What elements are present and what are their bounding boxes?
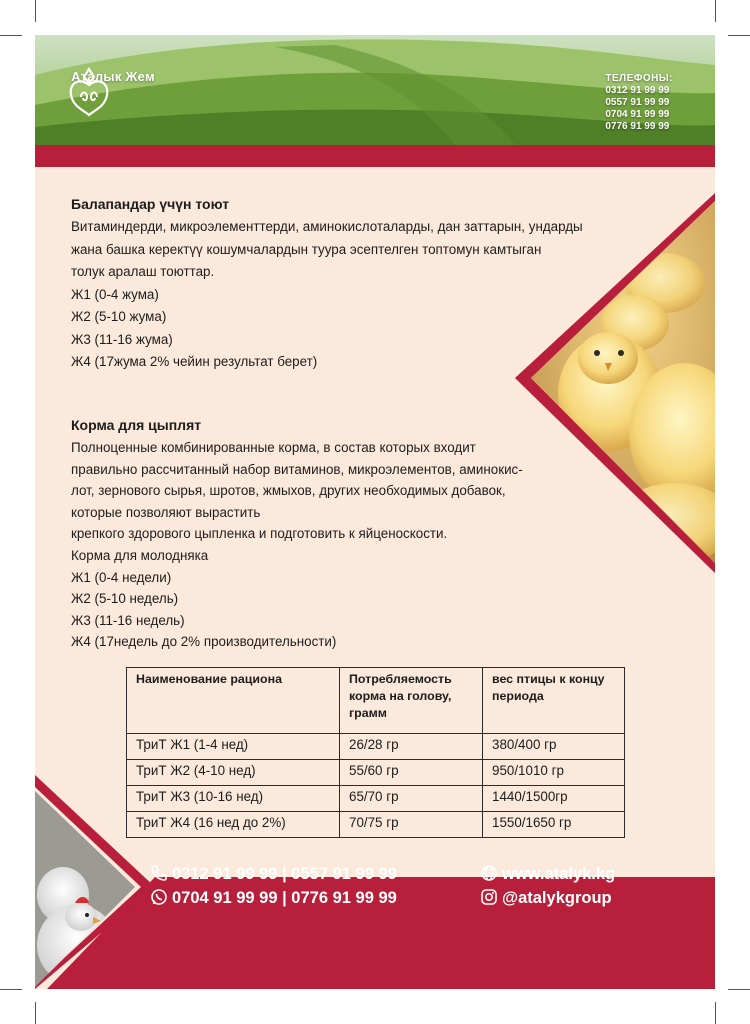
footer-phone-line[interactable] xyxy=(150,862,397,886)
table-cell: ТриТ Ж3 (10-16 нед) xyxy=(127,786,340,812)
header-red-band xyxy=(35,145,715,167)
section-title: Балапандар үчүн тоют xyxy=(71,196,230,212)
table-row xyxy=(127,812,625,838)
instagram-text[interactable]: @atalykgroup xyxy=(502,889,612,907)
brand-name: Аталык Жем xyxy=(71,69,155,84)
ration-table xyxy=(126,667,625,838)
website-link[interactable] xyxy=(480,862,615,886)
crop-mark xyxy=(0,989,22,990)
table-cell: ТриТ Ж2 (4-10 нед) xyxy=(127,760,340,786)
text-line: крепкого здорового цыпленка и подготовить к яйценоскости. xyxy=(71,526,448,542)
text-line: жана башка керектүү кошумчалардын туура эсептелген топтомун камтыган xyxy=(71,241,542,257)
table-cell: ТриТ Ж1 (1-4 нед) xyxy=(127,734,340,760)
header-field-image xyxy=(35,35,715,145)
website-text[interactable]: www.atalyk.kg xyxy=(502,865,616,883)
text-line: толук аралаш тоюттар. xyxy=(71,264,215,279)
table-cell: 950/1010 гр xyxy=(483,760,625,786)
table-cell: 65/70 гр xyxy=(340,786,483,812)
whatsapp-icon xyxy=(150,888,168,906)
table-row xyxy=(127,786,625,812)
text-line: Ж2 (5-10 жума) xyxy=(71,309,167,324)
phone-icon xyxy=(150,864,168,882)
text-line: которые позволяют вырастить xyxy=(71,504,261,520)
crop-mark xyxy=(35,0,36,22)
table-row xyxy=(127,760,625,786)
text-line: Корма для молодняка xyxy=(71,547,209,563)
table-row xyxy=(127,734,625,760)
table-cell: 26/28 гр xyxy=(340,734,483,760)
column-header: Наименование рациона xyxy=(127,668,340,734)
text-line: Ж1 (0-4 недели) xyxy=(71,569,172,585)
footer-phone-line[interactable] xyxy=(150,886,397,910)
text-line: Ж2 (5-10 недель) xyxy=(71,591,179,607)
crop-mark xyxy=(0,35,22,36)
text-line: Ж4 (17жума 2% чейин результат берет) xyxy=(71,354,318,369)
section-title: Корма для цыплят xyxy=(71,417,202,433)
text-line: правильно рассчитанный набор витаминов, микроэлементов, аминокис- xyxy=(71,461,523,477)
header-phone[interactable]: 0557 91 99 99 xyxy=(605,97,670,108)
table-cell: 70/75 гр xyxy=(340,812,483,838)
footer-online xyxy=(480,862,615,910)
hens-photo xyxy=(35,775,155,989)
footer-phones-2[interactable]: 0704 91 99 99 | 0776 91 99 99 xyxy=(172,889,397,907)
text-line: Полноценные комбинированные корма, в состав которых входит xyxy=(71,440,476,455)
text-line: Ж3 (11-16 жума) xyxy=(71,331,173,347)
table-cell: ТриТ Ж4 (16 нед до 2%) xyxy=(127,812,340,838)
header-phone[interactable]: 0704 91 99 99 xyxy=(605,109,670,120)
crop-mark xyxy=(728,35,750,36)
crop-mark xyxy=(35,1002,36,1024)
text-line: Витаминдерди, микроэлементтерди, аминокислоталарды, дан заттарын, ундарды xyxy=(71,219,583,234)
section-russian xyxy=(71,414,631,653)
text-line: Ж1 (0-4 жума) xyxy=(71,286,159,302)
header-phones-label: ТЕЛЕФОНЫ: xyxy=(605,73,673,84)
crop-mark xyxy=(728,989,750,990)
header-phone[interactable]: 0776 91 99 99 xyxy=(605,121,670,132)
column-header: Потребляемость корма на голову, грамм xyxy=(340,668,483,734)
crop-mark xyxy=(715,0,716,22)
logo-emblem-icon xyxy=(63,67,115,117)
flyer-page xyxy=(35,35,715,989)
table-cell: 55/60 гр xyxy=(340,760,483,786)
instagram-icon xyxy=(480,888,498,906)
footer-phones xyxy=(150,862,397,910)
table-header-row xyxy=(127,668,625,734)
brand-logo[interactable] xyxy=(63,67,163,84)
header-phone[interactable]: 0312 91 99 99 xyxy=(605,85,670,96)
header-phones xyxy=(605,73,673,133)
table-cell: 1550/1650 гр xyxy=(483,812,625,838)
table-cell: 1440/1500гр xyxy=(483,786,625,812)
text-line: лот, зернового сырья, шротов, жмыхов, других необходимых добавок, xyxy=(71,483,506,499)
crop-mark xyxy=(715,1002,716,1024)
table-cell: 380/400 гр xyxy=(483,734,625,760)
globe-icon xyxy=(480,864,498,882)
footer-phones-1[interactable]: 0312 91 99 99 | 0557 91 99 99 xyxy=(172,865,397,883)
text-line: Ж3 (11-16 недель) xyxy=(71,612,185,628)
column-header: вес птицы к концу периода xyxy=(483,668,625,734)
instagram-link[interactable] xyxy=(480,886,615,910)
text-line: Ж4 (17недель до 2% производительности) xyxy=(71,634,337,650)
section-kyrgyz xyxy=(71,193,631,374)
